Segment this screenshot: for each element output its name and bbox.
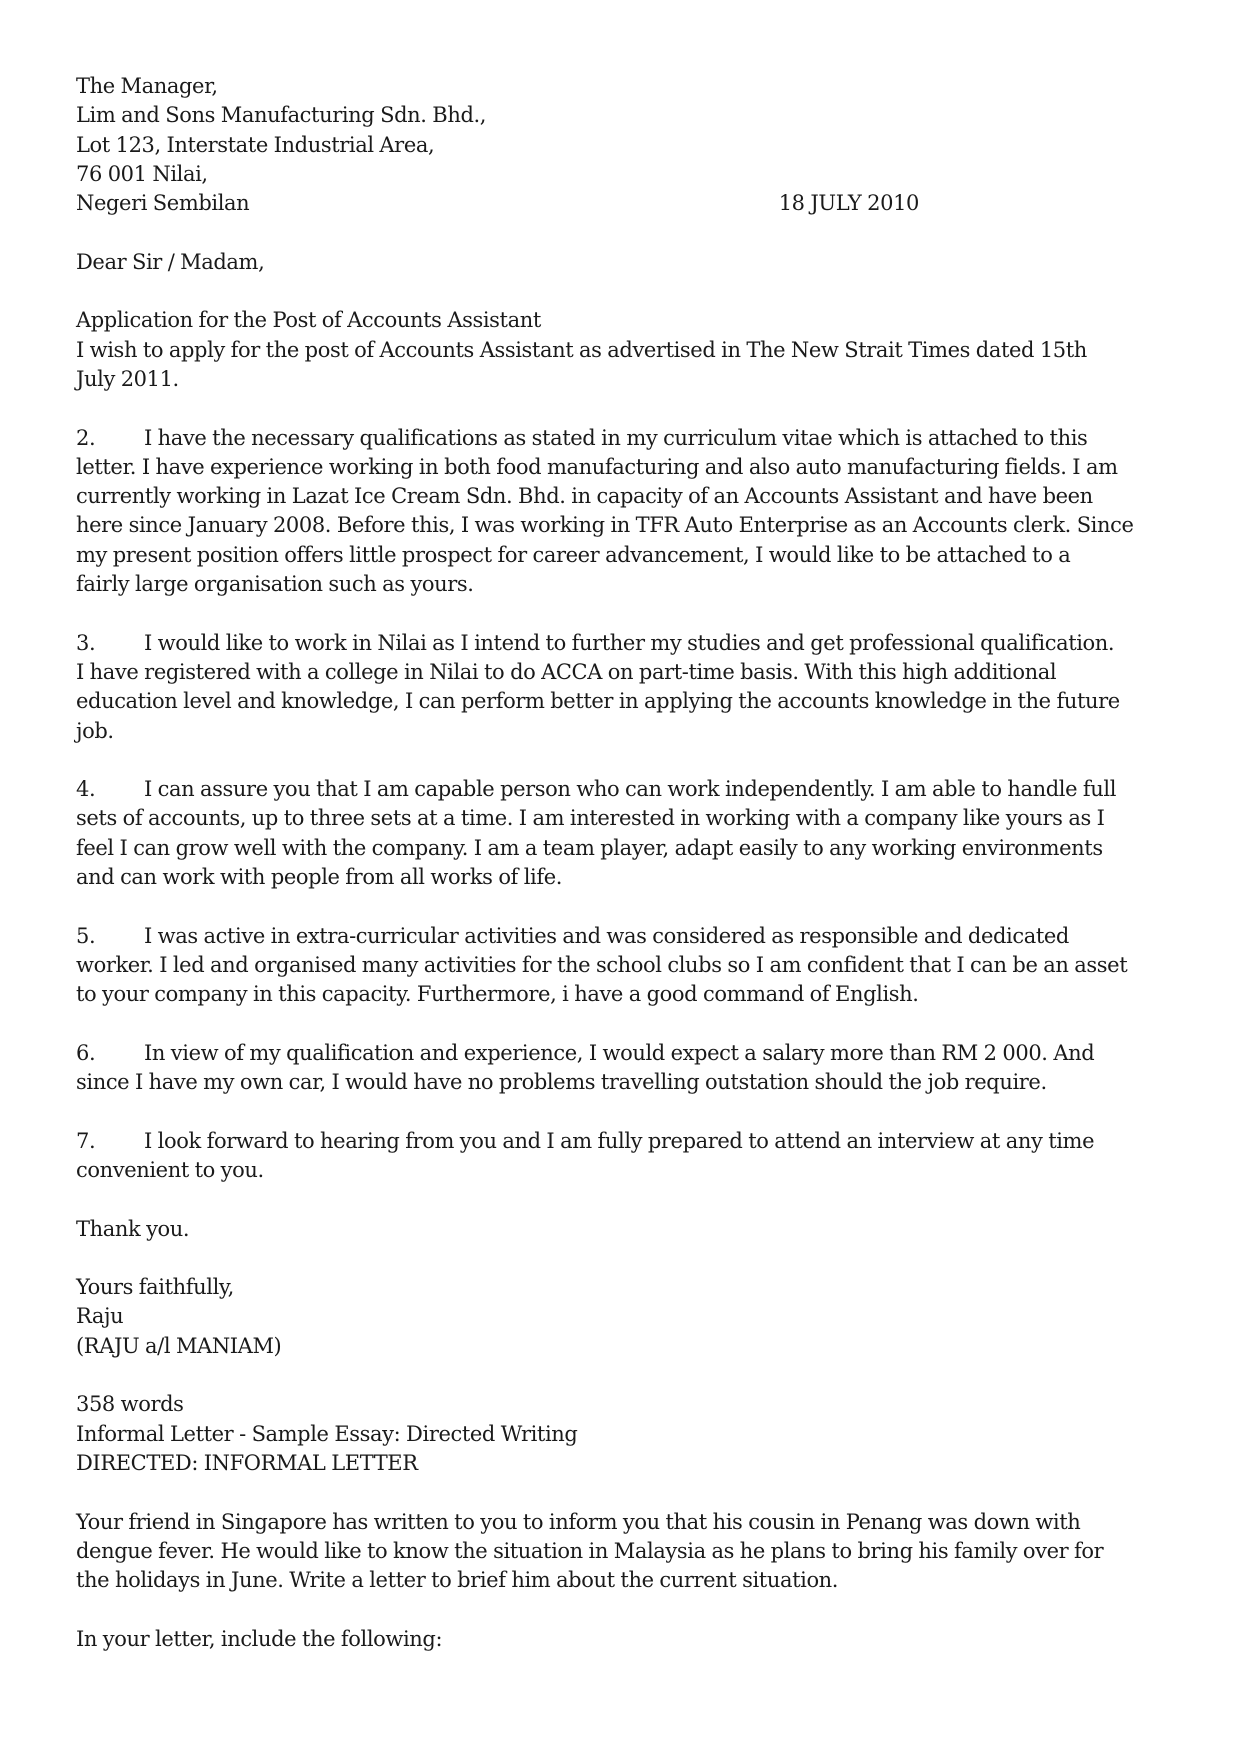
paragraph-number: 3.	[76, 630, 96, 655]
paragraph-4	[76, 775, 1176, 892]
recipient-address	[76, 72, 1176, 218]
paragraph-number: 2.	[76, 425, 96, 450]
address-line: Lim and Sons Manufacturing Sdn. Bhd.,	[76, 103, 487, 128]
paragraph-line: letter. I have experience working in both food manufacturing and also auto manufacturing fields. I am	[76, 454, 1118, 479]
signature-block	[76, 1273, 1176, 1361]
essay-type: DIRECTED: INFORMAL LETTER	[76, 1450, 418, 1475]
paragraph-line: fairly large organisation such as yours.	[76, 572, 474, 597]
paragraph-line: currently working in Lazat Ice Cream Sdn. Bhd. in capacity of an Accounts Assistant and have been	[76, 484, 1093, 509]
paragraph-7	[76, 1127, 1176, 1186]
word-count: 358 words	[76, 1392, 184, 1417]
document-page	[76, 72, 1176, 1654]
letter-subject: Application for the Post of Accounts Assistant	[76, 308, 541, 333]
signer-full-name: (RAJU a/l MANIAM)	[76, 1333, 282, 1358]
paragraph-2	[76, 424, 1176, 600]
paragraph-line: education level and knowledge, I can perform better in applying the accounts knowledge in the future	[76, 689, 1120, 714]
valediction: Yours faithfully,	[76, 1275, 234, 1300]
paragraph-6	[76, 1039, 1176, 1098]
paragraph-number: 4.	[76, 777, 96, 802]
address-line: 76 001 Nilai,	[76, 161, 208, 186]
paragraph-line: feel I can grow well with the company. I am a team player, adapt easily to any working environments	[76, 835, 1103, 860]
paragraph-number: 7.	[76, 1128, 96, 1153]
paragraph-line: here since January 2008. Before this, I was working in TFR Auto Enterprise as an Accounts clerk. Since	[76, 513, 1134, 538]
paragraph-line: I can assure you that I am capable person who can work independently. I am able to handle full	[144, 777, 1117, 802]
paragraph-line: worker. I led and organised many activities for the school clubs so I am confident that I can be an asset	[76, 952, 1128, 977]
paragraph-line: I have the necessary qualifications as stated in my curriculum vitae which is attached to this	[144, 425, 1088, 450]
task-description	[76, 1508, 1176, 1596]
paragraph-line: In view of my qualification and experience, I would expect a salary more than RM 2 000. And	[144, 1040, 1095, 1065]
address-line: Negeri Sembilan	[76, 191, 250, 216]
thanks-line: Thank you.	[76, 1216, 190, 1241]
paragraph-line: to your company in this capacity. Furthermore, i have a good command of English.	[76, 982, 919, 1007]
paragraph-line: convenient to you.	[76, 1157, 264, 1182]
paragraph-line: job.	[76, 718, 114, 743]
paragraph-line: I have registered with a college in Nilai to do ACCA on part-time basis. With this high additional	[76, 659, 1057, 684]
task-line: Your friend in Singapore has written to you to inform you that his cousin in Penang was down with	[76, 1509, 1081, 1534]
address-line: The Manager,	[76, 74, 218, 98]
opening-line: I wish to apply for the post of Accounts Assistant as advertised in The New Strait Times dated 15th	[76, 337, 1087, 362]
signer-name: Raju	[76, 1304, 124, 1329]
task-line: the holidays in June. Write a letter to brief him about the current situation.	[76, 1568, 839, 1593]
paragraph-3	[76, 629, 1176, 746]
salutation: Dear Sir / Madam,	[76, 249, 265, 274]
paragraph-line: my present position offers little prospect for career advancement, I would like to be attached to a	[76, 542, 1071, 567]
paragraph-line: since I have my own car, I would have no problems travelling outstation should the job require.	[76, 1070, 1047, 1095]
paragraph-line: and can work with people from all works of life.	[76, 865, 563, 890]
letter-date: 18 JULY 2010	[778, 191, 919, 216]
paragraph-line: I was active in extra-curricular activities and was considered as responsible and dedicated	[144, 923, 1069, 948]
paragraph-number: 6.	[76, 1040, 96, 1065]
address-line: Lot 123, Interstate Industrial Area,	[76, 132, 435, 157]
paragraph-line: I would like to work in Nilai as I intend to further my studies and get professional qualification.	[144, 630, 1115, 655]
paragraph-line: sets of accounts, up to three sets at a time. I am interested in working with a company like yours as I	[76, 806, 1105, 831]
paragraph-5	[76, 922, 1176, 1010]
paragraph-line: I look forward to hearing from you and I am fully prepared to attend an interview at any time	[144, 1128, 1095, 1153]
address-date-row	[76, 189, 919, 218]
opening-line: July 2011.	[76, 366, 179, 391]
paragraph-number: 5.	[76, 923, 96, 948]
essay-title: Informal Letter - Sample Essay: Directed Writing	[76, 1421, 578, 1446]
task-line: dengue fever. He would like to know the situation in Malaysia as he plans to bring his family over for	[76, 1538, 1104, 1563]
task-instruction: In your letter, include the following:	[76, 1626, 443, 1651]
